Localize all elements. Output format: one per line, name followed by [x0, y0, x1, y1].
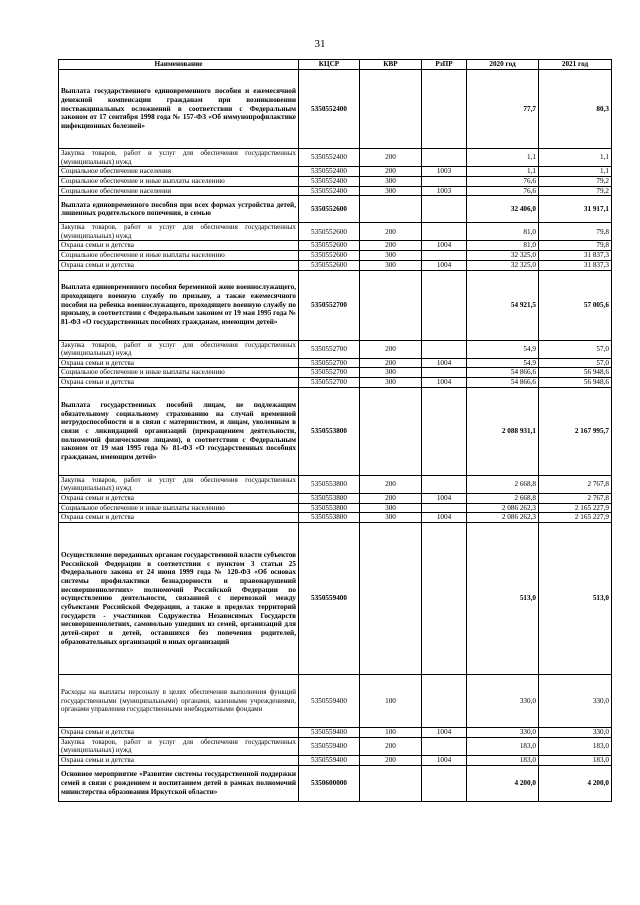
table-row: [59, 378, 612, 388]
cell-kcsr: 5350559400: [299, 728, 360, 738]
cell-2021: 1,1: [539, 167, 612, 177]
cell-2021: 183,0: [539, 737, 612, 755]
table-row: [59, 176, 612, 186]
cell-rzpr: [422, 475, 467, 493]
cell-2020: 1,1: [467, 149, 539, 167]
cell-name: Охрана семьи и детства: [59, 241, 299, 251]
cell-kvr: 300: [360, 378, 422, 388]
cell-kcsr: 5350600000: [299, 765, 360, 801]
page-number: 31: [314, 38, 326, 50]
cell-kcsr: 5350552600: [299, 223, 360, 241]
cell-rzpr: 1004: [422, 241, 467, 251]
cell-rzpr: 1004: [422, 513, 467, 523]
cell-name: Социальное обеспечение населения: [59, 167, 299, 177]
cell-name: Закупка товаров, работ и услуг для обеспечения государственных (муниципальных) нужд: [59, 223, 299, 241]
cell-name: Выплата единовременного пособия при всех формах устройства детей, лишенных родительского попечения, в семью: [59, 196, 299, 223]
cell-kvr: [360, 387, 422, 475]
cell-rzpr: [422, 503, 467, 513]
cell-2020: 81,0: [467, 241, 539, 251]
cell-rzpr: 1004: [422, 756, 467, 766]
table-row: [59, 756, 612, 766]
cell-rzpr: 1004: [422, 260, 467, 270]
cell-kvr: 200: [360, 475, 422, 493]
cell-2021: 330,0: [539, 728, 612, 738]
table-row: [59, 223, 612, 241]
cell-kcsr: 5350553800: [299, 494, 360, 504]
cell-2020: 54 921,5: [467, 270, 539, 340]
cell-kcsr: 5350559400: [299, 675, 360, 728]
cell-name: Социальное обеспечение и иные выплаты населению: [59, 176, 299, 186]
cell-name: Закупка товаров, работ и услуг для обеспечения государственных (муниципальных) нужд: [59, 340, 299, 358]
cell-rzpr: [422, 196, 467, 223]
cell-name: Социальное обеспечение населения: [59, 186, 299, 196]
table-row-section: [59, 765, 612, 801]
cell-kvr: 300: [360, 503, 422, 513]
cell-rzpr: [422, 70, 467, 149]
cell-2020: 54 866,6: [467, 368, 539, 378]
cell-2020: 54 866,6: [467, 378, 539, 388]
cell-2021: 513,0: [539, 523, 612, 675]
cell-2020: 2 086 262,3: [467, 503, 539, 513]
cell-2020: 2 086 262,3: [467, 513, 539, 523]
table-body: [59, 70, 612, 802]
cell-2021: 31 837,3: [539, 260, 612, 270]
cell-2020: 1,1: [467, 167, 539, 177]
cell-name: Расходы на выплаты персоналу в целях обеспечения выполнения функций государственными (муниципальными) органами, казенными учреждениями, органами управления государственными внебюджетными фондами: [59, 675, 299, 728]
cell-2020: 81,0: [467, 223, 539, 241]
cell-2020: 32 325,0: [467, 251, 539, 261]
cell-rzpr: [422, 387, 467, 475]
column-header-2021: 2021 год: [539, 60, 612, 70]
cell-2021: 79,2: [539, 176, 612, 186]
cell-kvr: 100: [360, 675, 422, 728]
cell-2020: 32 325,0: [467, 260, 539, 270]
column-header-kcsr: КЦСР: [299, 60, 360, 70]
cell-rzpr: [422, 251, 467, 261]
cell-rzpr: [422, 368, 467, 378]
cell-kvr: 200: [360, 223, 422, 241]
cell-rzpr: [422, 176, 467, 186]
cell-kvr: 300: [360, 513, 422, 523]
cell-kcsr: 5350552400: [299, 149, 360, 167]
cell-kcsr: 5350552400: [299, 176, 360, 186]
cell-name: Осуществление переданных органам государственной власти субъектов Российской Федерации в соответствии с пунктом 3 статьи 25 Федерального закона от 24 июня 1999 года № 120-ФЗ «Об основах системы профилактики безнадзорности и правонарушений несовершеннолетних» полномочий Российской Федерации по осуществлению деятельности, связанной с перевозкой между субъектами Российской Федерации, а также в пределах территорий государств - участников Содружества Независимых Государств несовершеннолетних, самовольно ушедших из семей, организаций для детей-сирот и детей, оставшихся без попечения родителей, образовательных организаций и иных организаций: [59, 523, 299, 675]
cell-name: Социальное обеспечение и иные выплаты населению: [59, 503, 299, 513]
cell-rzpr: 1004: [422, 378, 467, 388]
cell-name: Охрана семьи и детства: [59, 378, 299, 388]
cell-kcsr: 5350552600: [299, 241, 360, 251]
table-row-section: [59, 387, 612, 475]
cell-kcsr: 5350559400: [299, 737, 360, 755]
column-header-rzpr: РзПР: [422, 60, 467, 70]
cell-kvr: 200: [360, 494, 422, 504]
cell-kvr: 100: [360, 728, 422, 738]
cell-2020: 330,0: [467, 728, 539, 738]
cell-2021: 31 837,3: [539, 251, 612, 261]
cell-kcsr: 5350552600: [299, 260, 360, 270]
cell-kvr: 200: [360, 241, 422, 251]
cell-kvr: 200: [360, 167, 422, 177]
cell-kvr: 300: [360, 251, 422, 261]
cell-kcsr: 5350552700: [299, 358, 360, 368]
cell-rzpr: [422, 340, 467, 358]
cell-kcsr: 5350553800: [299, 513, 360, 523]
cell-2021: 31 917,1: [539, 196, 612, 223]
cell-kvr: [360, 70, 422, 149]
cell-name: Охрана семьи и детства: [59, 494, 299, 504]
cell-kvr: 300: [360, 186, 422, 196]
table-row: [59, 241, 612, 251]
cell-2020: 77,7: [467, 70, 539, 149]
cell-name: Охрана семьи и детства: [59, 728, 299, 738]
cell-kcsr: 5350552700: [299, 270, 360, 340]
cell-kvr: 200: [360, 737, 422, 755]
cell-2021: 2 167 995,7: [539, 387, 612, 475]
table-row-section: [59, 196, 612, 223]
table-row: [59, 503, 612, 513]
cell-rzpr: 1004: [422, 494, 467, 504]
cell-2021: 4 200,0: [539, 765, 612, 801]
cell-2021: 2 165 227,9: [539, 513, 612, 523]
cell-2020: 54,9: [467, 358, 539, 368]
cell-2021: 330,0: [539, 675, 612, 728]
cell-rzpr: [422, 270, 467, 340]
table-row-section: [59, 70, 612, 149]
cell-kcsr: 5350552600: [299, 251, 360, 261]
cell-rzpr: 1003: [422, 167, 467, 177]
cell-kcsr: 5350552400: [299, 70, 360, 149]
cell-name: Охрана семьи и детства: [59, 513, 299, 523]
cell-2021: 56 948,6: [539, 378, 612, 388]
table-row: [59, 737, 612, 755]
cell-2020: 54,9: [467, 340, 539, 358]
cell-kvr: [360, 765, 422, 801]
cell-name: Закупка товаров, работ и услуг для обеспечения государственных (муниципальных) нужд: [59, 149, 299, 167]
cell-name: Охрана семьи и детства: [59, 756, 299, 766]
cell-rzpr: [422, 523, 467, 675]
table-row: [59, 251, 612, 261]
table-row: [59, 368, 612, 378]
cell-2021: 79,8: [539, 241, 612, 251]
cell-2021: 57 005,6: [539, 270, 612, 340]
table-row: [59, 475, 612, 493]
cell-kvr: 200: [360, 340, 422, 358]
cell-kvr: 200: [360, 358, 422, 368]
table-header-row: [59, 60, 612, 70]
cell-kcsr: 5350552700: [299, 368, 360, 378]
cell-name: Закупка товаров, работ и услуг для обеспечения государственных (муниципальных) нужд: [59, 737, 299, 755]
cell-2020: 183,0: [467, 737, 539, 755]
table-row: [59, 340, 612, 358]
table-row-section: [59, 270, 612, 340]
cell-rzpr: 1004: [422, 358, 467, 368]
table-row: [59, 149, 612, 167]
cell-2021: 79,2: [539, 186, 612, 196]
cell-rzpr: [422, 737, 467, 755]
cell-kcsr: 5350553800: [299, 503, 360, 513]
cell-kcsr: 5350553800: [299, 475, 360, 493]
table-row: [59, 728, 612, 738]
cell-name: Выплата единовременного пособия беременной жене военнослужащего, проходящего военную службу по призыву, а также ежемесячного пособия на ребенка военнослужащего, проходящего военную службу по призыву, в соответствии с Федеральным законом от 19 мая 1995 года № 81-ФЗ «О государственных пособиях гражданам, имеющим детей»: [59, 270, 299, 340]
table-row: [59, 358, 612, 368]
cell-2020: 183,0: [467, 756, 539, 766]
cell-kcsr: 5350552400: [299, 167, 360, 177]
cell-kvr: [360, 196, 422, 223]
cell-name: Социальное обеспечение и иные выплаты населению: [59, 368, 299, 378]
cell-kcsr: 5350552700: [299, 340, 360, 358]
cell-2021: 79,8: [539, 223, 612, 241]
cell-rzpr: [422, 223, 467, 241]
cell-kcsr: 5350552700: [299, 378, 360, 388]
cell-2020: 76,6: [467, 176, 539, 186]
cell-rzpr: 1004: [422, 728, 467, 738]
cell-kcsr: 5350559400: [299, 523, 360, 675]
cell-name: Охрана семьи и детства: [59, 260, 299, 270]
cell-rzpr: [422, 675, 467, 728]
cell-rzpr: [422, 765, 467, 801]
cell-2020: 32 406,0: [467, 196, 539, 223]
cell-2020: 4 200,0: [467, 765, 539, 801]
cell-2021: 57,0: [539, 340, 612, 358]
cell-name: Выплата государственного единовременного пособия и ежемесячной денежной компенсации гражданам при возникновении поствакцинальных осложнений в соответствии с Федеральным законом от 17 сентября 1998 года № 157-ФЗ «Об иммунопрофилактике инфекционных болезней»: [59, 70, 299, 149]
cell-2020: 76,6: [467, 186, 539, 196]
cell-kvr: 300: [360, 368, 422, 378]
cell-rzpr: 1003: [422, 186, 467, 196]
cell-2021: 2 165 227,9: [539, 503, 612, 513]
cell-2021: 1,1: [539, 149, 612, 167]
cell-2021: 2 767,8: [539, 494, 612, 504]
cell-name: Социальное обеспечение и иные выплаты населению: [59, 251, 299, 261]
column-header-2020: 2020 год: [467, 60, 539, 70]
table-row: [59, 494, 612, 504]
cell-name: Закупка товаров, работ и услуг для обеспечения государственных (муниципальных) нужд: [59, 475, 299, 493]
cell-kcsr: 5350552600: [299, 196, 360, 223]
cell-kvr: 300: [360, 260, 422, 270]
cell-name: Основное мероприятие «Развитие системы государственной поддержки семей в связи с рождением и воспитанием детей в рамках полномочий министерства образования Иркутской области»: [59, 765, 299, 801]
cell-kcsr: 5350553800: [299, 387, 360, 475]
cell-name: Выплата государственных пособий лицам, не подлежащим обязательному социальному страхованию на случай временной нетрудоспособности и в связи с материнством, и лицам, уволенным в связи с ликвидацией организаций (прекращением деятельности, полномочий физическими лицами), в соответствии с Федеральным законом от 19 мая 1995 года № 81-ФЗ «О государственных пособиях гражданам, имеющим детей»: [59, 387, 299, 475]
cell-2021: 57,0: [539, 358, 612, 368]
cell-2020: 513,0: [467, 523, 539, 675]
cell-kvr: 300: [360, 176, 422, 186]
cell-2021: 2 767,8: [539, 475, 612, 493]
column-header-name: Наименование: [59, 60, 299, 70]
cell-kcsr: 5350552400: [299, 186, 360, 196]
cell-kvr: [360, 523, 422, 675]
table-row: [59, 167, 612, 177]
cell-2021: 183,0: [539, 756, 612, 766]
budget-table: [58, 59, 612, 802]
cell-kcsr: 5350559400: [299, 756, 360, 766]
cell-2020: 2 668,8: [467, 494, 539, 504]
cell-kvr: [360, 270, 422, 340]
cell-2020: 2 088 931,1: [467, 387, 539, 475]
cell-2021: 56 948,6: [539, 368, 612, 378]
cell-rzpr: [422, 149, 467, 167]
table-row: [59, 513, 612, 523]
column-header-kvr: КВР: [360, 60, 422, 70]
table-row: [59, 186, 612, 196]
table-row: [59, 260, 612, 270]
cell-2021: 80,3: [539, 70, 612, 149]
cell-2020: 330,0: [467, 675, 539, 728]
cell-name: Охрана семьи и детства: [59, 358, 299, 368]
table-row: [59, 675, 612, 728]
cell-2020: 2 668,8: [467, 475, 539, 493]
cell-kvr: 200: [360, 756, 422, 766]
cell-kvr: 200: [360, 149, 422, 167]
table-row-section: [59, 523, 612, 675]
